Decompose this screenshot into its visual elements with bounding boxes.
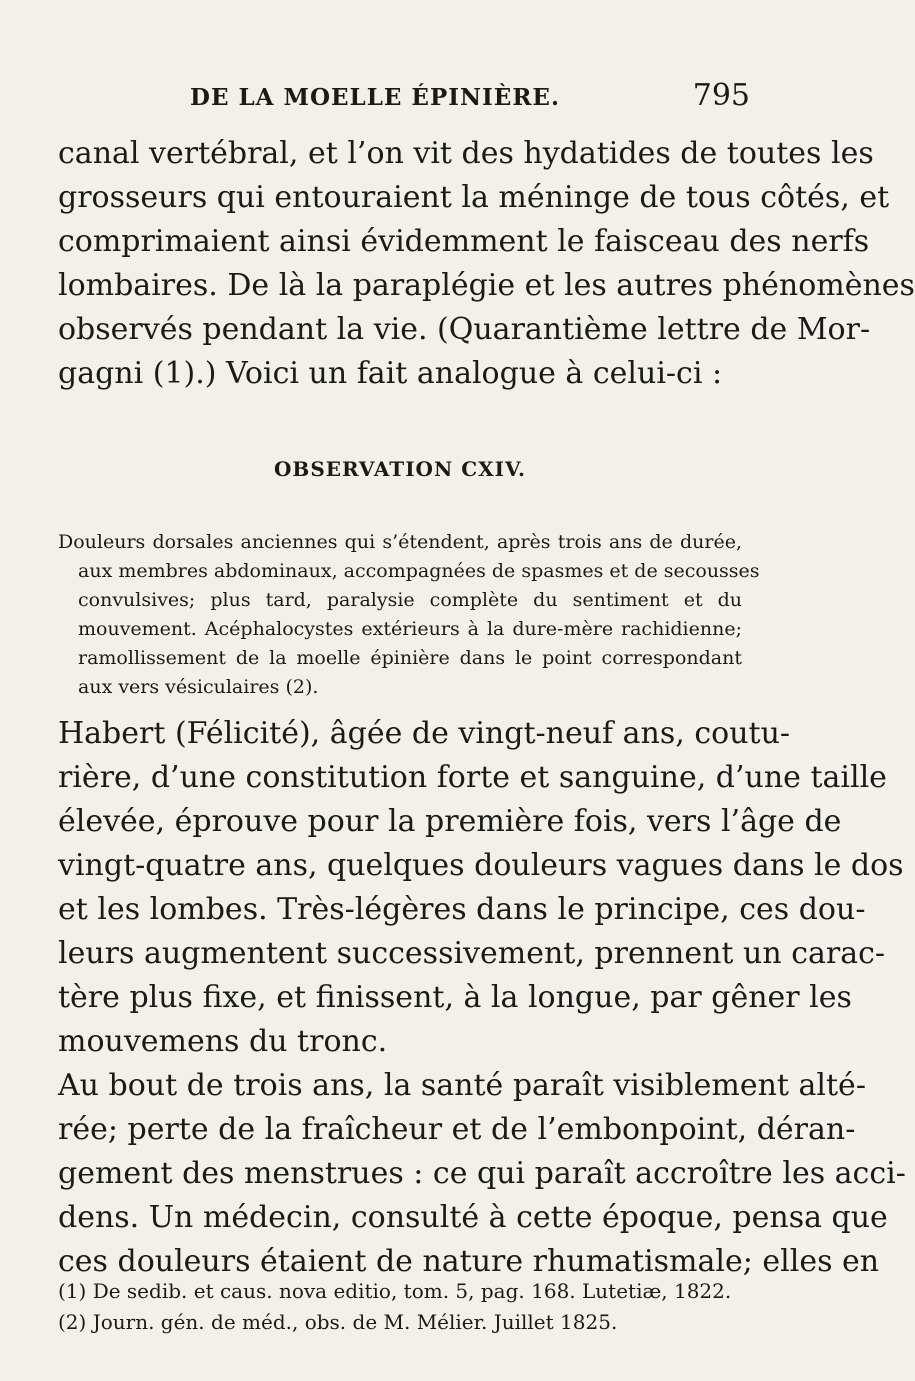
observation-summary: [58, 528, 760, 702]
text-line: grosseurs qui entouraient la méninge de tous côtés, et: [58, 180, 890, 215]
summary-line: convulsives; plus tard, paralysie complète du sentiment et du: [78, 589, 742, 611]
text-line: gement des menstrues : ce qui paraît accroître les acci-: [58, 1156, 906, 1191]
text-line: observés pendant la vie. (Quarantième lettre de Mor-: [58, 312, 871, 347]
paragraph-continuation: [58, 132, 915, 396]
observation-title: OBSERVATION CXIV.: [274, 457, 526, 481]
text-line: comprimaient ainsi évidemment le faisceau des nerfs: [58, 224, 870, 259]
footnote-1: (1) De sedib. et caus. nova editio, tom. 5, pag. 168. Lutetiæ, 1822.: [58, 1279, 732, 1303]
text-line: Au bout de trois ans, la santé paraît visiblement alté-: [58, 1068, 866, 1103]
text-line: dens. Un médecin, consulté à cette époque, pensa que: [58, 1200, 888, 1235]
text-line: rée; perte de la fraîcheur et de l’embonpoint, déran-: [58, 1112, 856, 1147]
page-number: 795: [692, 78, 750, 113]
text-line: et les lombes. Très-légères dans le principe, ces dou-: [58, 892, 866, 927]
text-line: ces douleurs étaient de nature rhumatismale; elles en: [58, 1244, 880, 1279]
text-line: leurs augmentent successivement, prennent un carac-: [58, 936, 886, 971]
running-title: DE LA MOELLE ÉPINIÈRE.: [190, 84, 560, 111]
text-line: tère plus fixe, et finissent, à la longue, par gêner les: [58, 980, 852, 1015]
paragraph-habert: [58, 712, 904, 1064]
summary-line: mouvement. Acéphalocystes extérieurs à la dure-mère rachidienne;: [78, 618, 742, 640]
text-line: mouvemens du tronc.: [58, 1024, 388, 1059]
text-line: lombaires. De là la paraplégie et les autres phénomènes: [58, 268, 915, 303]
summary-line: ramollissement de la moelle épinière dans le point correspondant: [78, 647, 742, 669]
summary-line: aux vers vésiculaires (2).: [78, 676, 319, 698]
running-head: [190, 78, 750, 118]
text-line: canal vertébral, et l’on vit des hydatides de toutes les: [58, 136, 874, 171]
footnote-2: (2) Journ. gén. de méd., obs. de M. Mélier. Juillet 1825.: [58, 1310, 618, 1334]
text-line: vingt-quatre ans, quelques douleurs vagues dans le dos: [58, 848, 904, 883]
text-line: rière, d’une constitution forte et sanguine, d’une taille: [58, 760, 887, 795]
footnotes: [58, 1276, 742, 1338]
text-line: gagni (1).) Voici un fait analogue à celui-ci :: [58, 356, 723, 391]
text-line: élevée, éprouve pour la première fois, vers l’âge de: [58, 804, 842, 839]
summary-line: Douleurs dorsales anciennes qui s’étendent, après trois ans de durée,: [58, 531, 742, 553]
paragraph-trois-ans: [58, 1064, 906, 1284]
text-line: Habert (Félicité), âgée de vingt-neuf ans, coutu-: [58, 716, 791, 751]
summary-line: aux membres abdominaux, accompagnées de spasmes et de secousses: [78, 560, 760, 582]
